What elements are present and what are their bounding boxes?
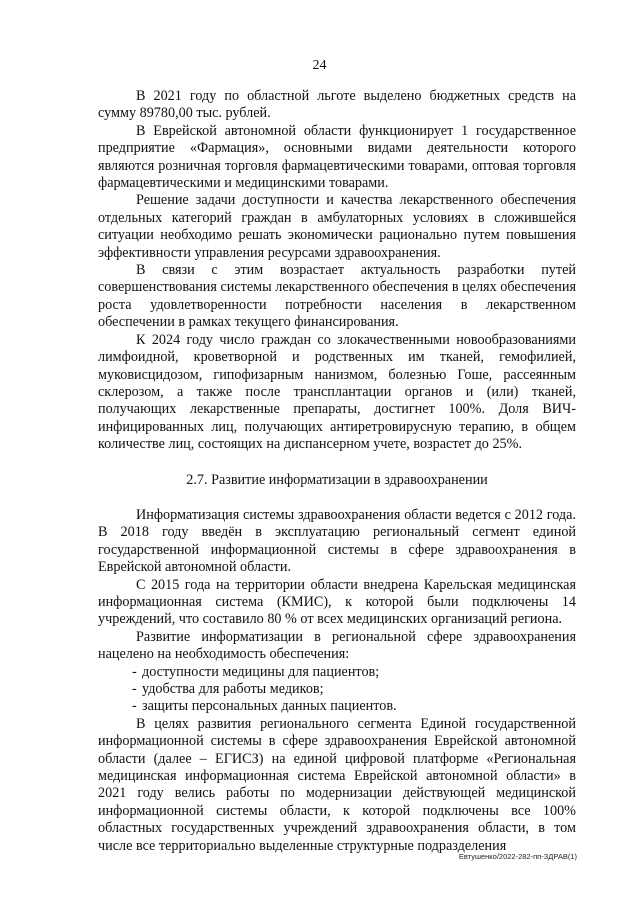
list-item <box>98 664 576 681</box>
paragraph-improvement: В связи с этим возрастает актуальность разработки путей совершенствования системы лекарственного обеспечения в целях обеспечения роста удовлетворенности потребности населения в лекарственном обеспечении в рамках текущего финансирования. <box>98 262 576 331</box>
list-item <box>98 698 576 715</box>
list-item-text: доступности медицины для пациентов; <box>142 663 380 680</box>
paragraph-2024-target: К 2024 году число граждан со злокачественными новообразованиями лимфоидной, кроветворной и родственных им тканей, гемофилией, муковисцидозом, гипофизарным нанизмом, болезнью Гоше, рассеянным склерозом, а также после трансплантации органов и (или) тканей, получающих лекарственные препараты, достигнет 100%. Доля ВИЧ-инфицированных лиц, получающих антиретровирусную терапию, в общем количестве лиц, состоящих на диспансерном учете, возрастет до 25%. <box>98 331 576 453</box>
page-number: 24 <box>312 58 327 73</box>
paragraph-kmis: С 2015 года на территории области внедрена Карельская медицинская информационная система (КМИС), к которой были подключены 14 учреждений, что составило 80 % от всех медицинских организаций региона. <box>98 576 576 628</box>
paragraph-informatization: Информатизация системы здравоохранения области ведется с 2012 года. В 2018 году введён в эксплуатацию региональный сегмент единой государственной информационной системы в сфере здравоохранения в Еврейской автономной области. <box>98 506 576 576</box>
paragraph-drug-access: Решение задачи доступности и качества лекарственного обеспечения отдельных категорий граждан в амбулаторных условиях в сложившейся ситуации необходимо решать экономически рационально путем повышения эффективности управления ресурсами здравоохранения. <box>98 192 576 261</box>
list-item <box>98 681 576 698</box>
section-heading: 2.7. Развитие информатизации в здравоохранении <box>186 471 488 488</box>
paragraph-egisz: В целях развития регионального сегмента Единой государственной информационной системы в сфере здравоохранения Еврейской автономной области (далее – ЕГИСЗ) на единой цифровой платформе «Региональная медицинская информационная система Еврейской автономной области» в 2021 году велись работы по модернизации действующей медицинской информационной системы области, к которой подключены все 100% областных государственных учреждений здравоохранения области, в том числе все территориально выделенные структурные подразделения <box>98 715 576 854</box>
bullet-marker: - <box>132 698 137 715</box>
list-item-text: защиты персональных данных пациентов. <box>142 698 397 715</box>
bullet-marker: - <box>132 681 137 697</box>
paragraph-pharmacy: В Еврейской автономной области функционирует 1 государственное предприятие «Фармация», основными видами деятельности которого являются розничная торговля фармацевтическими товарами, оптовая торговля фармацевтическими и медицинскими товарами. <box>98 122 576 192</box>
paragraph-budget: В 2021 году по областной льготе выделено бюджетных средств на сумму 89780,00 тыс. рублей. <box>98 88 576 122</box>
document-body <box>98 88 576 855</box>
list-item-text: удобства для работы медиков; <box>142 681 324 697</box>
document-id-footer: Евтушенко/2022-282-пп-ЗДРАВ(1) <box>458 852 577 861</box>
bullet-marker: - <box>132 663 137 680</box>
paragraph-goals-intro: Развитие информатизации в региональной сфере здравоохранения нацелено на необходимость обеспечения: <box>98 628 576 663</box>
